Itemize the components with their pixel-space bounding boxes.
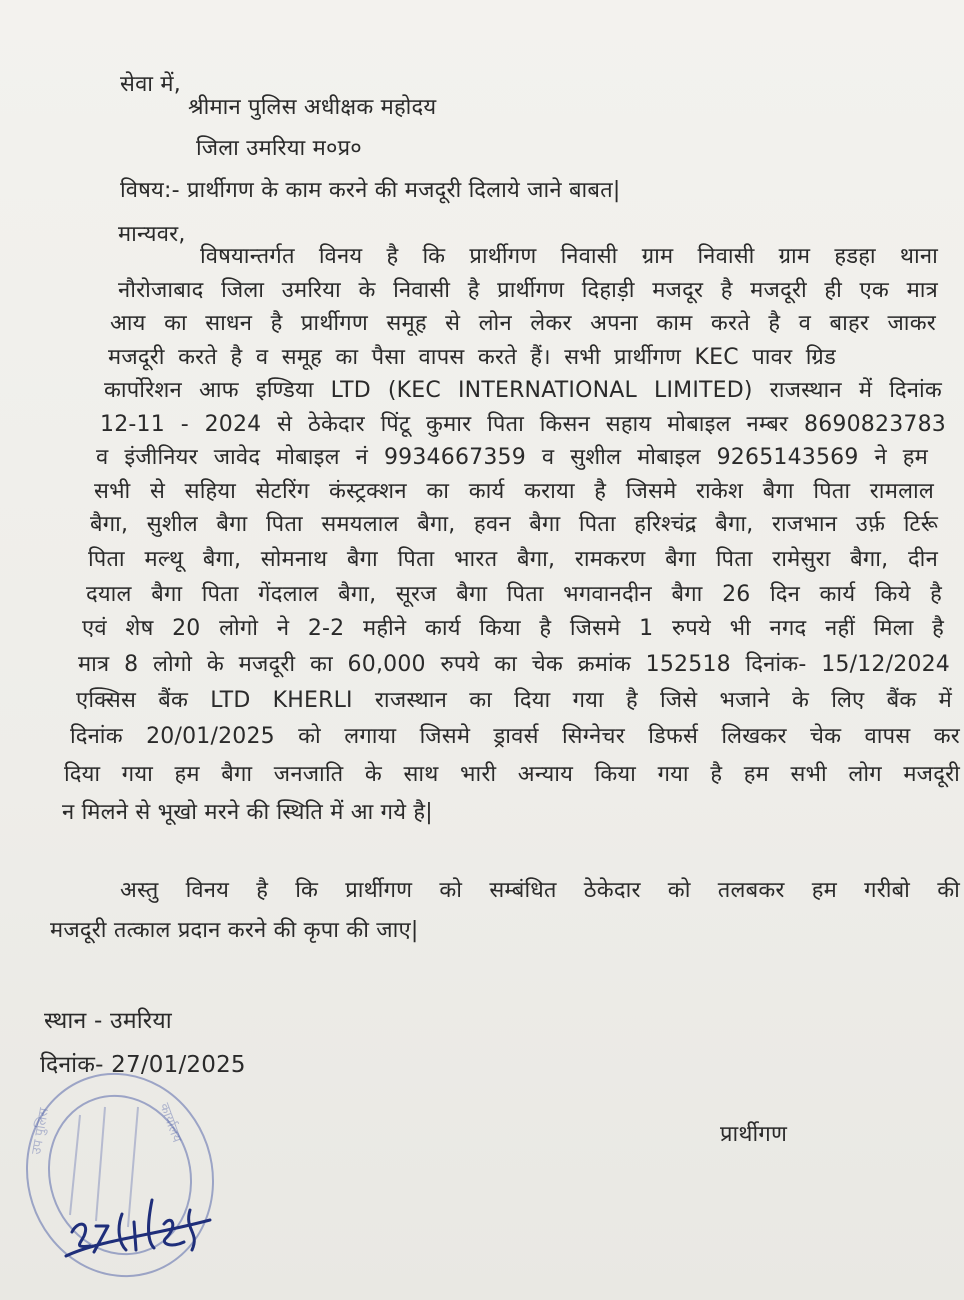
closing-line: मजदूरी तत्काल प्रदान करने की कृपा की जाए| (50, 918, 419, 943)
body-line: सभी से सहिया सेटरिंग कंस्ट्रक्शन का कार्य कराया है जिसमे राकेश बैगा पिता रामलाल (94, 479, 934, 504)
body-line: आय का साधन है प्रार्थीगण समूह से लोन लेकर अपना काम करते है व बाहर जाकर (110, 311, 936, 336)
svg-text:कार्यालय: कार्यालय (156, 1101, 185, 1145)
body-line: बैगा, सुशील बैगा पिता समयलाल बैगा, हवन बैगा पिता हरिश्चंद्र बैगा, राजभान उर्फ़ टिर्रू (90, 512, 938, 537)
body-line: व इंजीनियर जावेद मोबाइल नं 9934667359 व सुशील मोबाइल 9265143569 ने हम (96, 445, 928, 470)
body-line: एक्सिस बैंक LTD KHERLI राजस्थान का दिया गया है जिसे भजाने के लिए बैंक में (76, 688, 952, 713)
body-line: दिनांक 20/01/2025 को लगाया जिसमे ड्रावर्स सिग्नेचर डिफर्स लिखकर चेक वापस कर (70, 724, 960, 749)
svg-text:उप पुलिस: उप पुलिस (29, 1106, 53, 1156)
body-line: मजदूरी करते है व समूह का पैसा वापस करते हैं। सभी प्रार्थीगण KEC पावर ग्रिड (108, 345, 836, 370)
greeting: मान्यवर, (118, 222, 186, 247)
closing-line: अस्तु विनय है कि प्रार्थीगण को सम्बंधित ठेकेदार को तलबकर हम गरीबो की (120, 878, 960, 903)
body-line: विषयान्तर्गत विनय है कि प्रार्थीगण निवासी ग्राम निवासी ग्राम हडहा थाना (200, 244, 938, 269)
body-line: पिता मल्थू बैगा, सोमनाथ बैगा पिता भारत बैगा, रामकरण बैगा पिता रामेसुरा बैगा, दीन (88, 547, 938, 572)
place-line: स्थान - उमरिया (44, 1008, 172, 1034)
handwritten-signature-date (60, 1170, 220, 1260)
body-line: दयाल बैगा पिता गेंदलाल बैगा, सूरज बैगा पिता भगवानदीन बैगा 26 दिन कार्य किये है (86, 582, 942, 607)
recipient-title: श्रीमान पुलिस अधीक्षक महोदय (188, 95, 437, 120)
body-line: मात्र 8 लोगो के मजदूरी का 60,000 रुपये का चेक क्रमांक 152518 दिनांक- 15/12/2024 (78, 652, 950, 677)
body-line: न मिलने से भूखो मरने की स्थिति में आ गये है| (62, 800, 433, 825)
salutation-to: सेवा में, (120, 72, 181, 97)
date-line: दिनांक- 27/01/2025 (40, 1052, 246, 1078)
body-line: दिया गया हम बैगा जनजाति के साथ भारी अन्याय किया गया है हम सभी लोग मजदूरी (64, 762, 960, 787)
body-line: नौरोजाबाद जिला उमरिया के निवासी है प्रार्थीगण दिहाड़ी मजदूर है मजदूरी ही एक मात्र (118, 278, 938, 303)
signatory: प्रार्थीगण (720, 1122, 788, 1147)
body-line: एवं शेष 20 लोगो ने 2-2 महीने कार्य किया है जिसमे 1 रुपये भी नगद नहीं मिला है (82, 616, 944, 641)
body-line: 12-11 - 2024 से ठेकेदार पिंटू कुमार पिता किसन सहाय मोबाइल नम्बर 8690823783 (100, 412, 946, 437)
recipient-place: जिला उमरिया म०प्र० (196, 136, 362, 161)
subject-line: विषय:- प्रार्थीगण के काम करने की मजदूरी दिलाये जाने बाबत| (120, 178, 621, 203)
body-line: कार्पोरेशन आफ इण्डिया LTD (KEC INTERNATIONAL LIMITED) राजस्थान में दिनांक (104, 378, 942, 403)
